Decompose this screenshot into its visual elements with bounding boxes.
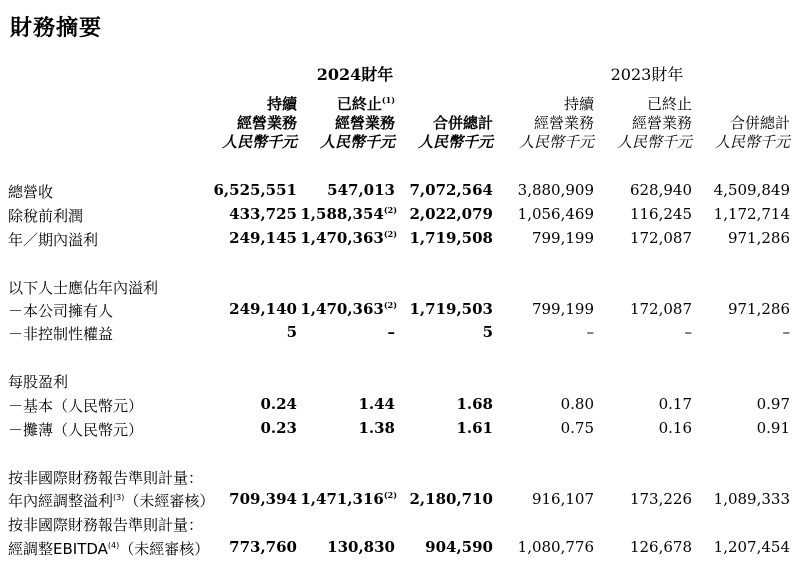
- table-cell: 3,880,909: [517, 181, 594, 199]
- table-cell: 172,087: [629, 229, 692, 247]
- footnote-ref: (2): [383, 229, 397, 239]
- column-header: [617, 95, 692, 152]
- row-label: 每股盈利: [8, 373, 69, 391]
- footnote-ref: (2): [383, 300, 397, 310]
- column-header-line: 經營業務: [533, 114, 594, 132]
- table-cell: –: [782, 323, 790, 341]
- table-cell: –: [387, 323, 395, 341]
- table-cell: 116,245: [629, 205, 692, 223]
- table-cell: 173,226: [629, 490, 692, 508]
- column-header-line: 合併總計: [729, 114, 790, 132]
- table-cell: 172,087: [629, 300, 692, 318]
- table-cell: 1,719,503: [409, 300, 493, 318]
- table-cell: 6,525,551: [213, 181, 297, 199]
- row-label: 按非國際財務報告準則計量：: [8, 516, 204, 534]
- row-label: －基本（人民幣元）: [8, 397, 144, 415]
- table-cell: 1.44: [358, 395, 395, 413]
- table-cell: 4,509,849: [713, 181, 790, 199]
- table-cell: –: [586, 323, 594, 341]
- table-cell: 0.24: [260, 395, 297, 413]
- column-unit: 人民幣千元: [417, 133, 493, 151]
- footnote-ref: (3): [113, 493, 125, 502]
- table-cell: 971,286: [727, 300, 790, 318]
- table-cell: 799,199: [531, 300, 594, 318]
- column-unit: 人民幣千元: [319, 133, 395, 151]
- table-cell: 0.80: [560, 395, 594, 413]
- table-cell: 904,590: [425, 538, 493, 556]
- table-cell: 916,107: [531, 490, 594, 508]
- column-header-line: 經營業務: [334, 114, 395, 132]
- row-label: 年／期內溢利: [8, 231, 99, 249]
- column-header-line: 已終止: [646, 95, 692, 113]
- footnote-ref: (4): [107, 541, 120, 550]
- table-cell: 0.91: [756, 419, 790, 437]
- table-cell: 0.23: [260, 419, 297, 437]
- table-cell: 1,471,316$^{(2)}$: [300, 490, 397, 508]
- table-cell: 971,286: [727, 229, 790, 247]
- column-header-line: 持續: [266, 95, 297, 113]
- row-label: 經調整EBITDA$^{(4)}$（未經審核）: [8, 540, 210, 558]
- row-label: 按非國際財務報告準則計量：: [8, 469, 204, 487]
- table-cell: 7,072,564: [409, 181, 493, 199]
- table-cell: 2,180,710: [409, 490, 493, 508]
- column-header: [320, 95, 395, 152]
- column-header-line: 持續: [563, 95, 594, 113]
- table-cell: 2,022,079: [409, 205, 493, 223]
- table-cell: 1,470,363$^{(2)}$: [300, 229, 397, 247]
- table-cell: 547,013: [327, 181, 395, 199]
- table-cell: 628,940: [629, 181, 692, 199]
- column-header-line: 已終止$^{(1)}$: [336, 95, 395, 113]
- year-header-2023: 2023財年: [610, 65, 684, 84]
- column-header: [519, 95, 594, 152]
- column-unit: 人民幣千元: [518, 133, 594, 151]
- table-cell: 1,470,363$^{(2)}$: [300, 300, 397, 318]
- row-label: －攤薄（人民幣元）: [8, 421, 144, 439]
- table-cell: 5: [286, 323, 297, 341]
- table-cell: 1.38: [358, 419, 395, 437]
- row-label-suffix: （未經審核）: [119, 540, 210, 558]
- table-cell: –: [684, 323, 692, 341]
- table-cell: 1,207,454: [713, 538, 790, 556]
- row-label: 除稅前利潤: [8, 207, 84, 225]
- row-label: －本公司擁有人: [8, 302, 114, 320]
- column-header-line: 經營業務: [631, 114, 692, 132]
- row-label: 總營收: [8, 183, 54, 201]
- table-cell: 0.97: [756, 395, 790, 413]
- page-title: 財務摘要: [10, 16, 103, 41]
- table-cell: 1,719,508: [409, 229, 493, 247]
- column-unit: 人民幣千元: [221, 133, 297, 151]
- row-label: 以下人士應佔年內溢利: [8, 279, 159, 297]
- row-label: －非控制性權益: [8, 325, 114, 343]
- row-label-suffix: （未經審核）: [124, 492, 215, 510]
- column-header: [715, 114, 790, 152]
- table-cell: 0.17: [658, 395, 692, 413]
- table-cell: 1,089,333: [713, 490, 790, 508]
- table-cell: 709,394: [229, 490, 297, 508]
- column-header-line: 經營業務: [236, 114, 297, 132]
- table-cell: 1,172,714: [713, 205, 790, 223]
- row-label: 年內經調整溢利$^{(3)}$（未經審核）: [8, 492, 215, 510]
- table-cell: 126,678: [629, 538, 692, 556]
- table-cell: 5: [482, 323, 493, 341]
- table-cell: 249,140: [229, 300, 297, 318]
- year-header-2024: 2024財年: [316, 65, 394, 84]
- footnote-ref: (1): [381, 95, 395, 105]
- table-cell: 249,145: [229, 229, 297, 247]
- footnote-ref: (2): [383, 205, 397, 215]
- table-cell: 0.16: [658, 419, 692, 437]
- table-cell: 433,725: [229, 205, 297, 223]
- table-cell: 1,056,469: [517, 205, 594, 223]
- column-unit: 人民幣千元: [714, 133, 790, 151]
- column-header-line: 合併總計: [432, 114, 493, 132]
- table-cell: 0.75: [560, 419, 594, 437]
- column-header: [222, 95, 297, 152]
- table-cell: 130,830: [327, 538, 395, 556]
- table-cell: 1.61: [456, 419, 493, 437]
- column-header: [418, 114, 493, 152]
- table-cell: 1,080,776: [517, 538, 594, 556]
- table-cell: 799,199: [531, 229, 594, 247]
- table-cell: 1.68: [456, 395, 493, 413]
- footnote-ref: (2): [383, 490, 397, 500]
- table-cell: 1,588,354$^{(2)}$: [300, 205, 397, 223]
- column-unit: 人民幣千元: [616, 133, 692, 151]
- table-cell: 773,760: [229, 538, 297, 556]
